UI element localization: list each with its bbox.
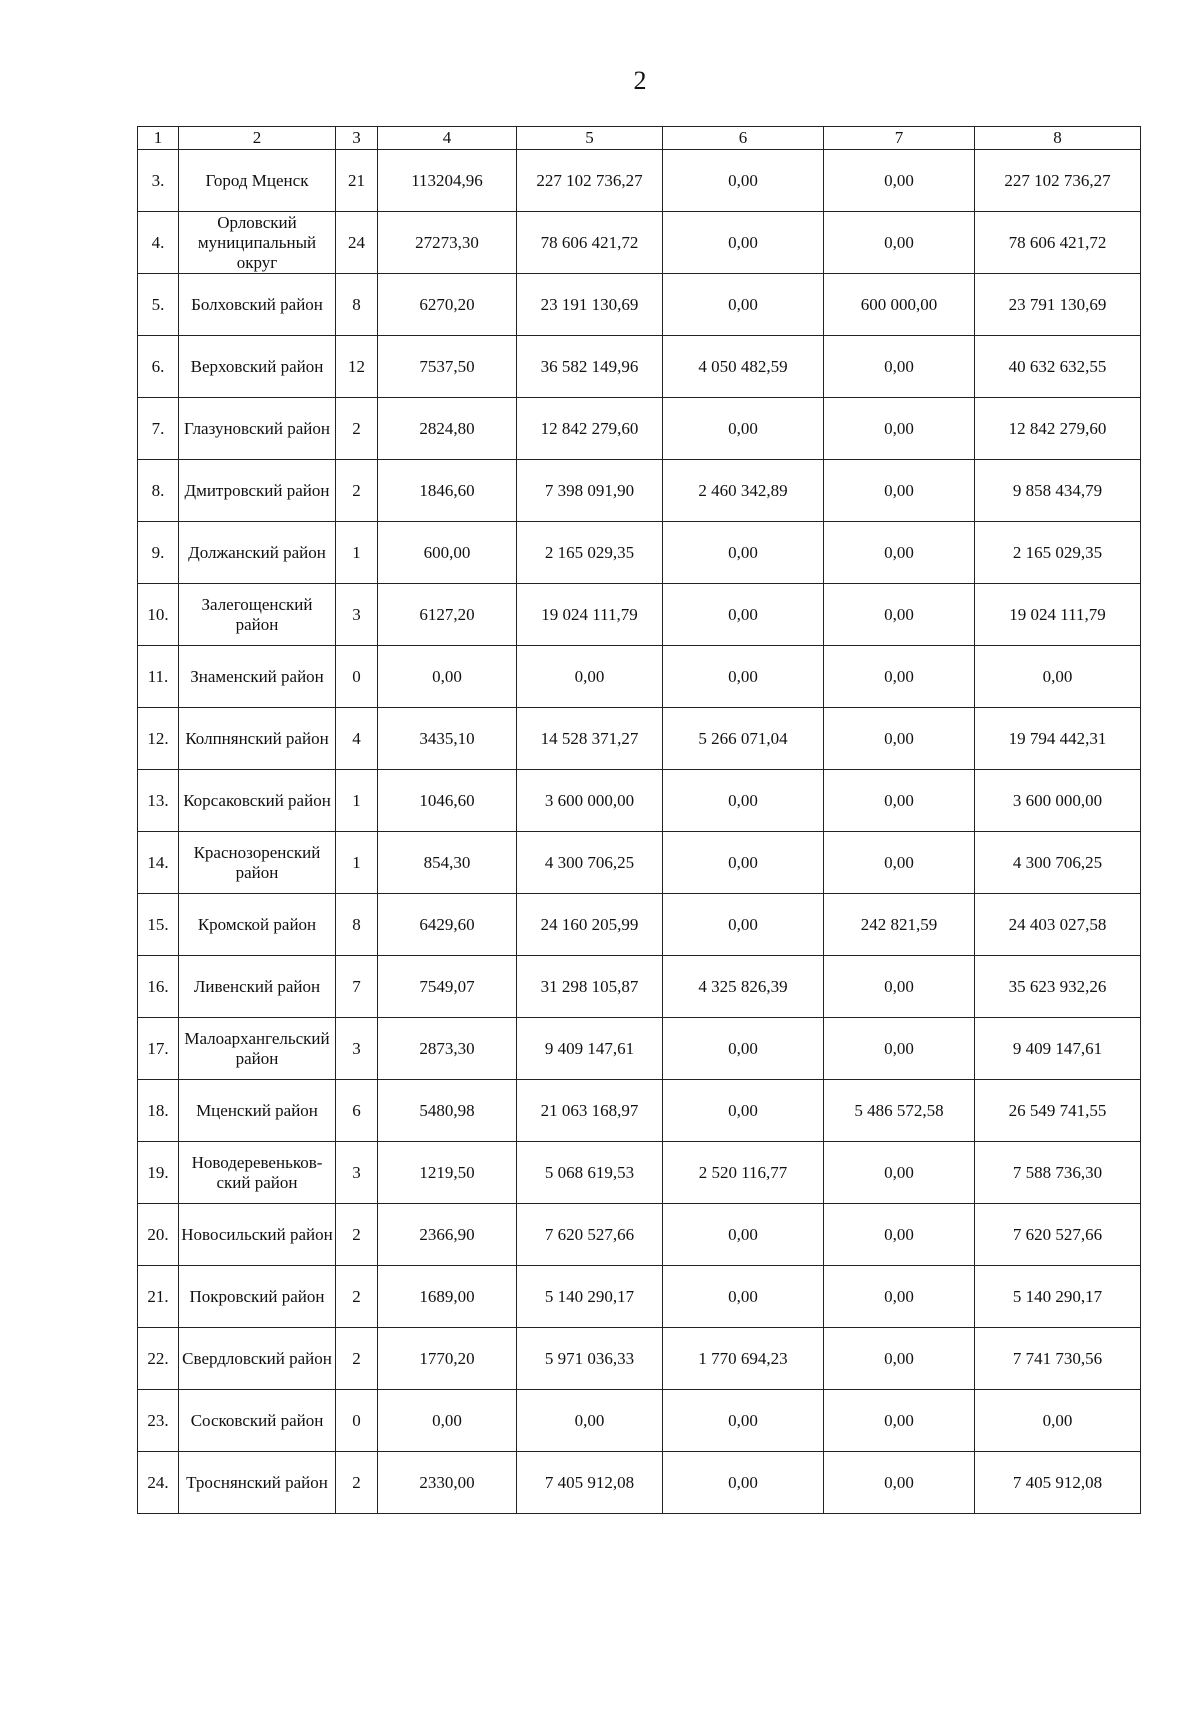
count-cell: 2 (336, 1452, 378, 1514)
amount-cell: 7 405 912,08 (517, 1452, 663, 1514)
area-cell: 854,30 (378, 832, 517, 894)
total-cell: 19 024 111,79 (975, 584, 1141, 646)
district-name: Знаменский район (179, 646, 336, 708)
table-row (138, 1204, 1141, 1266)
amount-cell: 12 842 279,60 (517, 398, 663, 460)
row-number: 13. (138, 770, 179, 832)
amount-cell: 5 068 619,53 (517, 1142, 663, 1204)
count-cell: 12 (336, 336, 378, 398)
amount-cell: 0,00 (517, 646, 663, 708)
amount-cell: 0,00 (663, 1080, 824, 1142)
column-header: 4 (378, 127, 517, 150)
row-number: 23. (138, 1390, 179, 1452)
amount-cell: 0,00 (663, 1390, 824, 1452)
total-cell: 0,00 (975, 1390, 1141, 1452)
amount-cell: 0,00 (824, 584, 975, 646)
count-cell: 2 (336, 460, 378, 522)
area-cell: 1846,60 (378, 460, 517, 522)
row-number: 17. (138, 1018, 179, 1080)
table-row (138, 1080, 1141, 1142)
district-name: Верховский район (179, 336, 336, 398)
row-number: 22. (138, 1328, 179, 1390)
table-row (138, 646, 1141, 708)
count-cell: 1 (336, 522, 378, 584)
district-name: Дмитровский район (179, 460, 336, 522)
amount-cell: 3 600 000,00 (517, 770, 663, 832)
count-cell: 2 (336, 398, 378, 460)
amount-cell: 5 486 572,58 (824, 1080, 975, 1142)
row-number: 14. (138, 832, 179, 894)
amount-cell: 0,00 (663, 274, 824, 336)
district-name: Должанский район (179, 522, 336, 584)
amount-cell: 4 300 706,25 (517, 832, 663, 894)
count-cell: 0 (336, 1390, 378, 1452)
count-cell: 2 (336, 1204, 378, 1266)
amount-cell: 0,00 (824, 1204, 975, 1266)
area-cell: 6429,60 (378, 894, 517, 956)
total-cell: 19 794 442,31 (975, 708, 1141, 770)
table-row (138, 894, 1141, 956)
district-name: Свердловский район (179, 1328, 336, 1390)
count-cell: 3 (336, 584, 378, 646)
table-row (138, 1018, 1141, 1080)
table-row (138, 956, 1141, 1018)
total-cell: 4 300 706,25 (975, 832, 1141, 894)
amount-cell: 0,00 (663, 646, 824, 708)
total-cell: 7 620 527,66 (975, 1204, 1141, 1266)
amount-cell: 9 409 147,61 (517, 1018, 663, 1080)
total-cell: 78 606 421,72 (975, 212, 1141, 274)
district-name: Троснянский район (179, 1452, 336, 1514)
amount-cell: 7 398 091,90 (517, 460, 663, 522)
row-number: 12. (138, 708, 179, 770)
count-cell: 3 (336, 1018, 378, 1080)
district-name: Глазуновский район (179, 398, 336, 460)
amount-cell: 36 582 149,96 (517, 336, 663, 398)
area-cell: 600,00 (378, 522, 517, 584)
area-cell: 1046,60 (378, 770, 517, 832)
column-header: 3 (336, 127, 378, 150)
table-row (138, 708, 1141, 770)
count-cell: 21 (336, 150, 378, 212)
amount-cell: 600 000,00 (824, 274, 975, 336)
count-cell: 8 (336, 894, 378, 956)
amount-cell: 23 191 130,69 (517, 274, 663, 336)
count-cell: 6 (336, 1080, 378, 1142)
district-name: Новодеревеньков-ский район (179, 1142, 336, 1204)
district-name: Колпнянский район (179, 708, 336, 770)
total-cell: 227 102 736,27 (975, 150, 1141, 212)
district-name: Корсаковский район (179, 770, 336, 832)
district-name: Новосильский район (179, 1204, 336, 1266)
count-cell: 3 (336, 1142, 378, 1204)
amount-cell: 0,00 (663, 150, 824, 212)
amount-cell: 0,00 (663, 832, 824, 894)
row-number: 11. (138, 646, 179, 708)
area-cell: 2873,30 (378, 1018, 517, 1080)
row-number: 7. (138, 398, 179, 460)
total-cell: 0,00 (975, 646, 1141, 708)
table-row (138, 212, 1141, 274)
amount-cell: 0,00 (824, 150, 975, 212)
area-cell: 113204,96 (378, 150, 517, 212)
total-cell: 7 741 730,56 (975, 1328, 1141, 1390)
area-cell: 7549,07 (378, 956, 517, 1018)
total-cell: 24 403 027,58 (975, 894, 1141, 956)
count-cell: 24 (336, 212, 378, 274)
amount-cell: 2 460 342,89 (663, 460, 824, 522)
row-number: 3. (138, 150, 179, 212)
area-cell: 27273,30 (378, 212, 517, 274)
data-table (137, 126, 1141, 1514)
amount-cell: 4 325 826,39 (663, 956, 824, 1018)
row-number: 15. (138, 894, 179, 956)
amount-cell: 78 606 421,72 (517, 212, 663, 274)
area-cell: 2366,90 (378, 1204, 517, 1266)
total-cell: 2 165 029,35 (975, 522, 1141, 584)
amount-cell: 0,00 (824, 1328, 975, 1390)
table-row (138, 460, 1141, 522)
amount-cell: 0,00 (663, 1266, 824, 1328)
amount-cell: 21 063 168,97 (517, 1080, 663, 1142)
column-header: 8 (975, 127, 1141, 150)
row-number: 21. (138, 1266, 179, 1328)
amount-cell: 0,00 (517, 1390, 663, 1452)
table-row (138, 274, 1141, 336)
amount-cell: 0,00 (663, 522, 824, 584)
count-cell: 7 (336, 956, 378, 1018)
district-name: Покровский район (179, 1266, 336, 1328)
area-cell: 6270,20 (378, 274, 517, 336)
column-header: 7 (824, 127, 975, 150)
table-row (138, 1390, 1141, 1452)
amount-cell: 19 024 111,79 (517, 584, 663, 646)
row-number: 19. (138, 1142, 179, 1204)
amount-cell: 227 102 736,27 (517, 150, 663, 212)
row-number: 8. (138, 460, 179, 522)
amount-cell: 0,00 (824, 1266, 975, 1328)
area-cell: 1770,20 (378, 1328, 517, 1390)
amount-cell: 0,00 (824, 460, 975, 522)
amount-cell: 24 160 205,99 (517, 894, 663, 956)
amount-cell: 0,00 (824, 1142, 975, 1204)
amount-cell: 0,00 (824, 1018, 975, 1080)
count-cell: 2 (336, 1328, 378, 1390)
header-row (138, 127, 1141, 150)
amount-cell: 2 520 116,77 (663, 1142, 824, 1204)
area-cell: 0,00 (378, 1390, 517, 1452)
total-cell: 40 632 632,55 (975, 336, 1141, 398)
table-row (138, 1452, 1141, 1514)
total-cell: 26 549 741,55 (975, 1080, 1141, 1142)
area-cell: 0,00 (378, 646, 517, 708)
amount-cell: 0,00 (663, 584, 824, 646)
total-cell: 35 623 932,26 (975, 956, 1141, 1018)
total-cell: 5 140 290,17 (975, 1266, 1141, 1328)
count-cell: 1 (336, 832, 378, 894)
amount-cell: 0,00 (824, 708, 975, 770)
count-cell: 8 (336, 274, 378, 336)
amount-cell: 0,00 (824, 522, 975, 584)
column-header: 5 (517, 127, 663, 150)
table-row (138, 398, 1141, 460)
amount-cell: 0,00 (663, 212, 824, 274)
amount-cell: 0,00 (824, 1452, 975, 1514)
amount-cell: 242 821,59 (824, 894, 975, 956)
district-name: Орловский муниципальный округ (179, 212, 336, 274)
row-number: 6. (138, 336, 179, 398)
total-cell: 12 842 279,60 (975, 398, 1141, 460)
amount-cell: 0,00 (663, 894, 824, 956)
area-cell: 5480,98 (378, 1080, 517, 1142)
district-name: Болховский район (179, 274, 336, 336)
table-row (138, 150, 1141, 212)
table-row (138, 522, 1141, 584)
area-cell: 1219,50 (378, 1142, 517, 1204)
amount-cell: 0,00 (824, 646, 975, 708)
table-row (138, 336, 1141, 398)
amount-cell: 0,00 (663, 770, 824, 832)
area-cell: 2824,80 (378, 398, 517, 460)
row-number: 10. (138, 584, 179, 646)
amount-cell: 0,00 (824, 770, 975, 832)
district-name: Ливенский район (179, 956, 336, 1018)
amount-cell: 7 620 527,66 (517, 1204, 663, 1266)
amount-cell: 2 165 029,35 (517, 522, 663, 584)
amount-cell: 0,00 (824, 956, 975, 1018)
amount-cell: 0,00 (824, 212, 975, 274)
area-cell: 3435,10 (378, 708, 517, 770)
amount-cell: 0,00 (663, 398, 824, 460)
amount-cell: 14 528 371,27 (517, 708, 663, 770)
total-cell: 9 409 147,61 (975, 1018, 1141, 1080)
amount-cell: 0,00 (824, 336, 975, 398)
total-cell: 23 791 130,69 (975, 274, 1141, 336)
row-number: 20. (138, 1204, 179, 1266)
area-cell: 1689,00 (378, 1266, 517, 1328)
count-cell: 0 (336, 646, 378, 708)
area-cell: 6127,20 (378, 584, 517, 646)
count-cell: 2 (336, 1266, 378, 1328)
total-cell: 7 405 912,08 (975, 1452, 1141, 1514)
district-name: Краснозоренский район (179, 832, 336, 894)
row-number: 9. (138, 522, 179, 584)
table-row (138, 832, 1141, 894)
district-name: Залегощенский район (179, 584, 336, 646)
row-number: 18. (138, 1080, 179, 1142)
district-name: Город Мценск (179, 150, 336, 212)
amount-cell: 0,00 (824, 398, 975, 460)
amount-cell: 0,00 (824, 832, 975, 894)
amount-cell: 5 266 071,04 (663, 708, 824, 770)
row-number: 4. (138, 212, 179, 274)
amount-cell: 5 140 290,17 (517, 1266, 663, 1328)
table-row (138, 1328, 1141, 1390)
amount-cell: 4 050 482,59 (663, 336, 824, 398)
amount-cell: 0,00 (663, 1204, 824, 1266)
page-number: 2 (633, 66, 647, 95)
district-name: Сосковский район (179, 1390, 336, 1452)
area-cell: 2330,00 (378, 1452, 517, 1514)
column-header: 1 (138, 127, 179, 150)
table-row (138, 770, 1141, 832)
count-cell: 1 (336, 770, 378, 832)
column-header: 2 (179, 127, 336, 150)
table-row (138, 1142, 1141, 1204)
amount-cell: 1 770 694,23 (663, 1328, 824, 1390)
count-cell: 4 (336, 708, 378, 770)
district-name: Малоархангельский район (179, 1018, 336, 1080)
total-cell: 3 600 000,00 (975, 770, 1141, 832)
row-number: 24. (138, 1452, 179, 1514)
area-cell: 7537,50 (378, 336, 517, 398)
district-name: Мценский район (179, 1080, 336, 1142)
amount-cell: 0,00 (663, 1452, 824, 1514)
amount-cell: 0,00 (663, 1018, 824, 1080)
table-row (138, 584, 1141, 646)
amount-cell: 31 298 105,87 (517, 956, 663, 1018)
row-number: 5. (138, 274, 179, 336)
total-cell: 7 588 736,30 (975, 1142, 1141, 1204)
amount-cell: 0,00 (824, 1390, 975, 1452)
table-row (138, 1266, 1141, 1328)
amount-cell: 5 971 036,33 (517, 1328, 663, 1390)
row-number: 16. (138, 956, 179, 1018)
district-name: Кромской район (179, 894, 336, 956)
column-header: 6 (663, 127, 824, 150)
total-cell: 9 858 434,79 (975, 460, 1141, 522)
